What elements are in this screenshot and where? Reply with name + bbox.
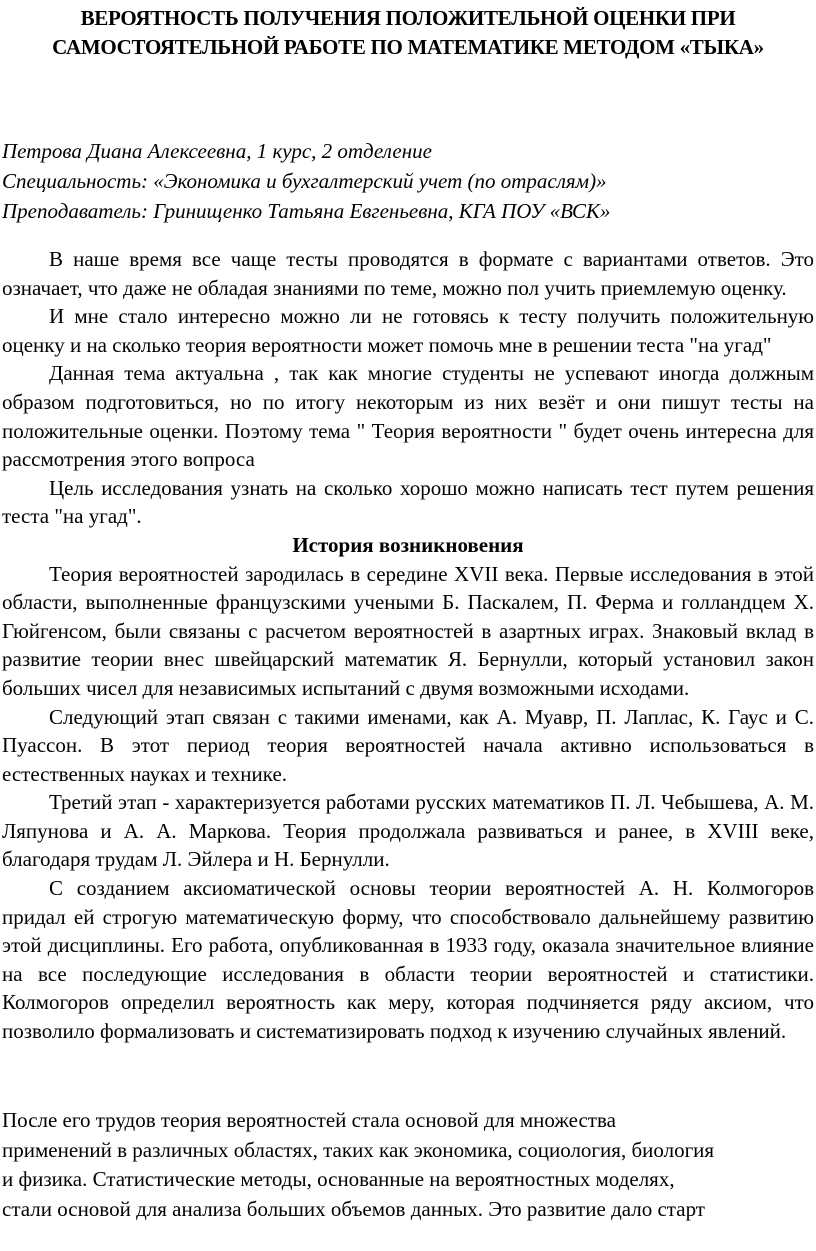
document-body (2, 245, 814, 1046)
teacher-line: Преподаватель: Гринищенко Татьяна Евгеньевна, КГА ПОУ «ВСК» (2, 199, 611, 223)
specialty-line: Специальность: «Экономика и бухгалтерский учет (по отраслям)» (2, 169, 607, 193)
tail-line: После его трудов теория вероятностей стала основой для множества (2, 1108, 616, 1132)
section-heading: История возникновения (292, 532, 524, 557)
intro-paragraph: И мне стало интересно можно ли не готовясь к тесту получить положительную оценку и на сколько теория вероятности может помочь мне в решении теста "на угад" (2, 304, 814, 357)
document-title: ВЕРОЯТНОСТЬ ПОЛУЧЕНИЯ ПОЛОЖИТЕЛЬНОЙ ОЦЕНКИ ПРИ САМОСТОЯТЕЛЬНОЙ РАБОТЕ ПО МАТЕМАТИКЕ МЕТОДОМ «ТЫКА» (52, 6, 764, 59)
author-block (2, 136, 802, 226)
tail-paragraph (2, 1106, 802, 1224)
tail-line: и физика. Статистические методы, основанные на вероятностных моделях, (2, 1167, 675, 1191)
author-name-line: Петрова Диана Алексеевна, 1 курс, 2 отделение (2, 139, 432, 163)
history-paragraph: Третий этап - характеризуется работами русских математиков П. Л. Чебышева, А. М. Ляпунова и А. А. Маркова. Теория продолжала развиваться и ранее, в XVIII веке, благодаря трудам Л. Эйлера и Н. Бернулли. (2, 790, 814, 872)
tail-line: стали основой для анализа больших объемов данных. Это развитие дало старт (2, 1196, 705, 1221)
intro-paragraph: В наше время все чаще тесты проводятся в формате с вариантами ответов. Это означает, что даже не обладая знаниями по теме, можно пол учить приемлемую оценку. (2, 247, 814, 300)
intro-paragraph: Цель исследования узнать на сколько хорошо можно написать тест путем решения теста "на угад". (2, 475, 814, 529)
tail-line: применений в различных областях, таких как экономика, социология, биология (2, 1137, 715, 1162)
history-paragraph: С созданием аксиоматической основы теории вероятностей А. Н. Колмогоров придал ей строгую математическую форму, что способствовало дальнейшему развитию этой дисциплины. Его работа, опубликованная в 1933 году, оказала значительное влияние на все последующие исследования в области теории вероятностей и статистики. Колмогоров определил вероятность как меру, которая подчиняется ряду аксиом, что позволило формализовать и систематизировать подход к изучению случайных явлений. (2, 876, 814, 1044)
history-paragraph: Следующий этап связан с такими именами, как А. Муавр, П. Лаплас, К. Гаус и С. Пуассон. В этот период теория вероятностей начала активно использоваться в естественных науках и технике. (2, 704, 814, 786)
history-paragraph: Теория вероятностей зародилась в середине XVII века. Первые исследования в этой области, выполненные французскими учеными Б. Паскалем, П. Ферма и голландцем Х. Гюйгенсом, были связаны с расчетом вероятностей в азартных играх. Знаковый вклад в развитие теории внес швейцарский математик Я. Бернулли, который установил закон больших чисел для независимых испытаний с двумя возможными исходами. (2, 561, 814, 700)
intro-paragraph: Данная тема актуальна , так как многие студенты не успевают иногда должным образом подготовиться, но по итогу некоторым из них везёт и они пишут тесты на положительные оценки. Поэтому тема " Теория вероятности " будет очень интересна для рассмотрения этого вопроса (2, 361, 814, 472)
